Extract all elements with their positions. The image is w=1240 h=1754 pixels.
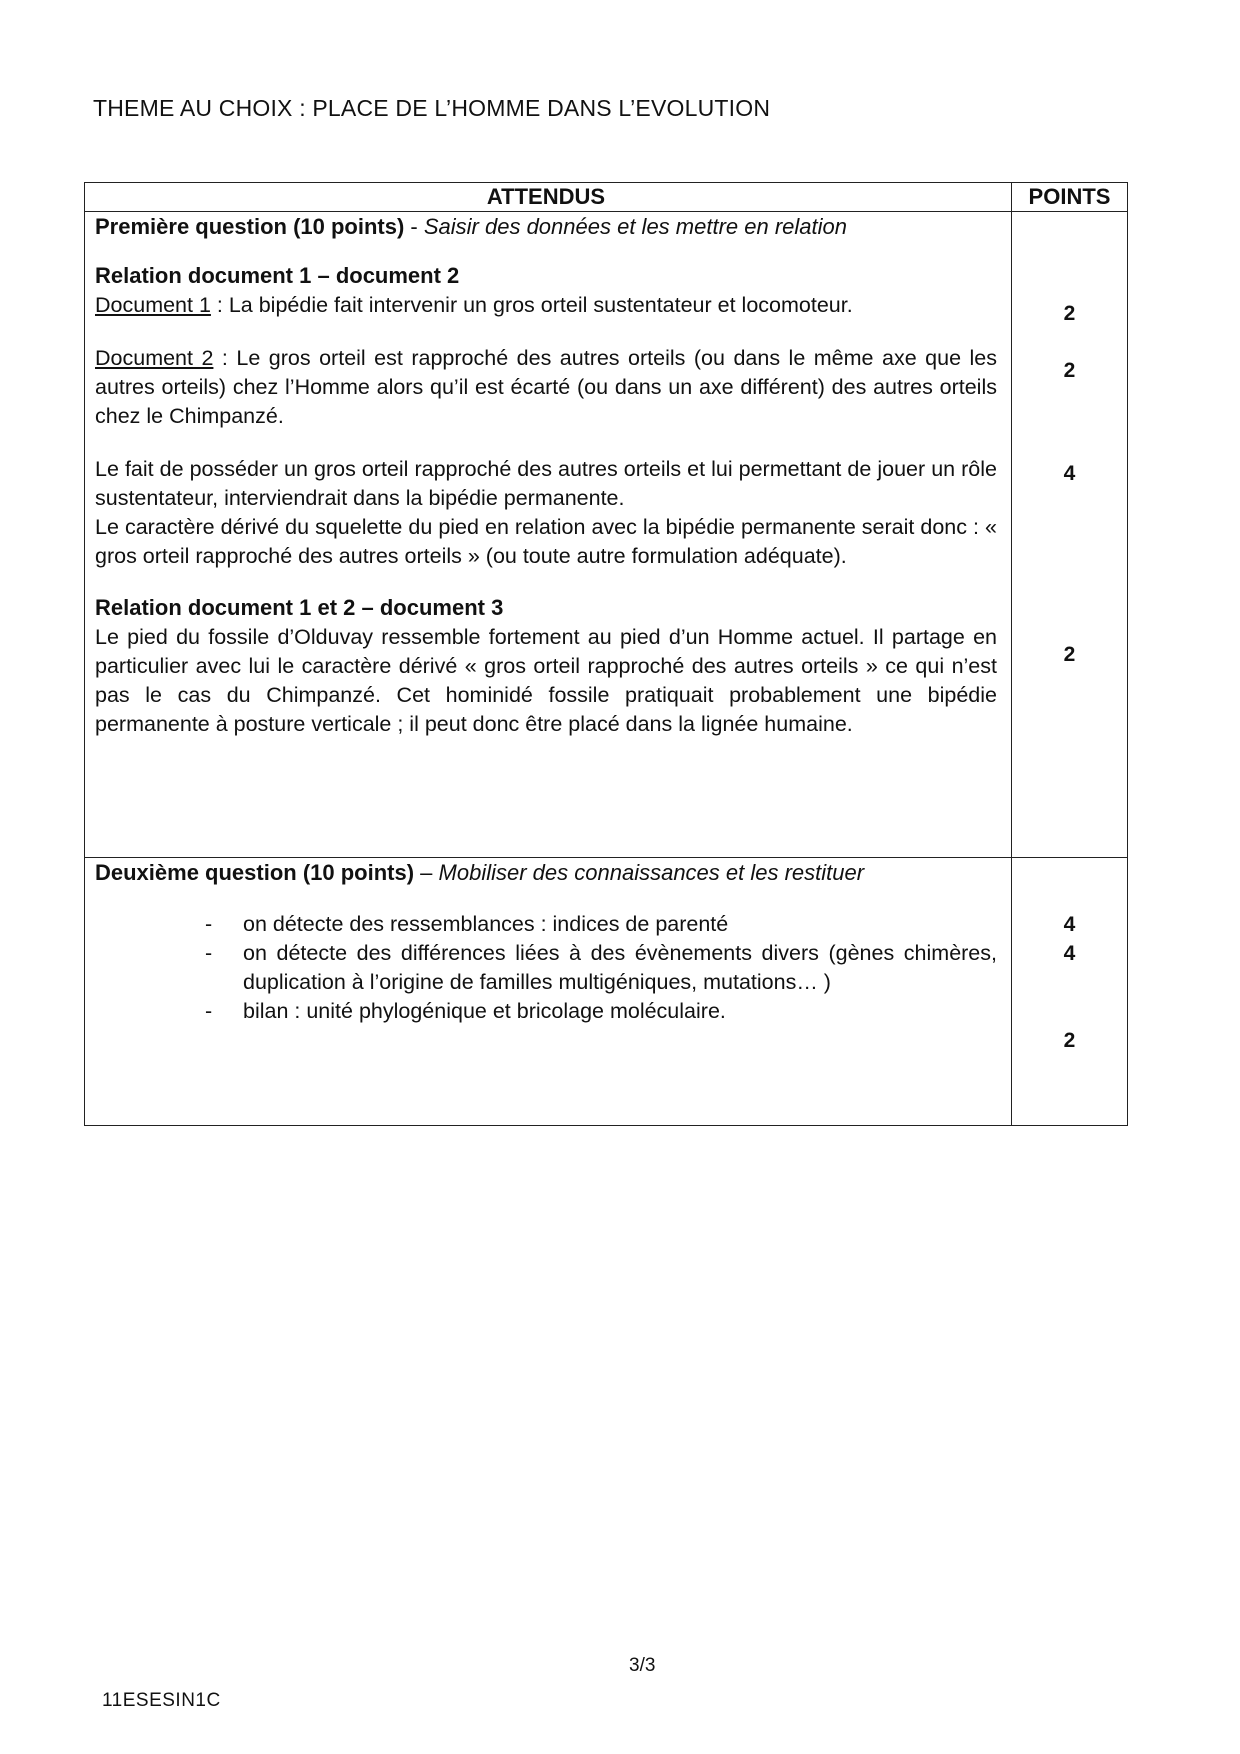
doc1-paragraph [95,291,997,320]
relation-1-title: Relation document 1 – document 2 [95,263,460,288]
question-2-row [85,857,1127,1125]
bullet-dash: - [205,941,213,965]
doc1-points: 2 [1063,302,1076,325]
bullet-dash: - [205,999,213,1023]
question-1-content [85,212,1011,857]
synthesis-text-2: Le caractère dérivé du squelette du pied en relation avec la bipédie permanente serait donc : « gros orteil rapproché des autres orteils » (ou toute autre formulation adéquate). [95,515,997,568]
question-1-skill: Saisir des données et les mettre en relation [423,214,847,239]
item-3-points: 2 [1063,1029,1076,1052]
question-1-row [85,211,1127,857]
relation-2-title: Relation document 1 et 2 – document 3 [95,595,504,620]
relation-2-text: Le pied du fossile d’Olduvay ressemble fortement au pied d’un Homme actuel. Il partage en particulier avec lui le caractère dérivé « gros orteil rapproché des autres orteils » ce qui n’est pas le cas du Chimpanzé. Cet hominidé fossile pratiquait probablement une bipédie permanente à posture verticale ; il peut donc être placé dans la lignée humaine. [95,625,997,736]
question-2-sep: – [414,860,439,885]
question-1-sep: - [404,214,424,239]
list-item-text: on détecte des différences liées à des évènements divers (gènes chimères, duplication à l’origine de familles multigéniques, mutations… ) [243,941,997,994]
doc1-label: Document 1 [95,293,211,317]
synthesis-points: 4 [1063,462,1076,485]
question-2-label: Deuxième question (10 points) [95,860,415,885]
doc1-text: : La bipédie fait intervenir un gros orteil sustentateur et locomoteur. [210,293,853,317]
document-code: 11ESESIN1C [102,1690,221,1711]
list-item-text: on détecte des ressemblances : indices de parenté [243,912,729,936]
list-item [205,997,997,1026]
question-2-skill: Mobiliser des connaissances et les restituer [438,860,865,885]
doc2-paragraph [95,344,997,431]
question-2-points [1011,858,1127,1125]
header-attendus: ATTENDUS [486,184,606,209]
question-1-heading [95,212,997,242]
doc2-text: : Le gros orteil est rapproché des autres orteils (ou dans le même axe que les autres orteils) chez l’Homme alors qu’il est écarté (ou dans un axe différent) des autres orteils chez le Chimpanzé. [95,346,997,428]
question-1-label: Première question (10 points) [95,214,405,239]
question-2-content [85,858,1011,1125]
list-item [205,910,997,939]
bullet-dash: - [205,912,213,936]
item-2-points: 4 [1063,942,1076,965]
table-header [85,183,1127,211]
doc2-label: Document 2 [95,346,214,370]
question-2-heading [95,858,997,888]
synthesis-text-1: Le fait de posséder un gros orteil rapproché des autres orteils et lui permettant de jouer un rôle sustentateur, interviendrait dans la bipédie permanente. [95,457,997,510]
list-item [205,939,997,997]
page-title: THEME AU CHOIX : PLACE DE L’HOMME DANS L’EVOLUTION [93,95,771,121]
doc2-points: 2 [1063,359,1076,382]
item-1-points: 4 [1063,913,1076,936]
grading-table [84,182,1128,1126]
question-1-points [1011,212,1127,857]
page-number: 3/3 [629,1655,656,1676]
list-item-text: bilan : unité phylogénique et bricolage moléculaire. [243,999,726,1023]
relation-2-points: 2 [1063,643,1076,666]
header-points: POINTS [1011,183,1127,211]
